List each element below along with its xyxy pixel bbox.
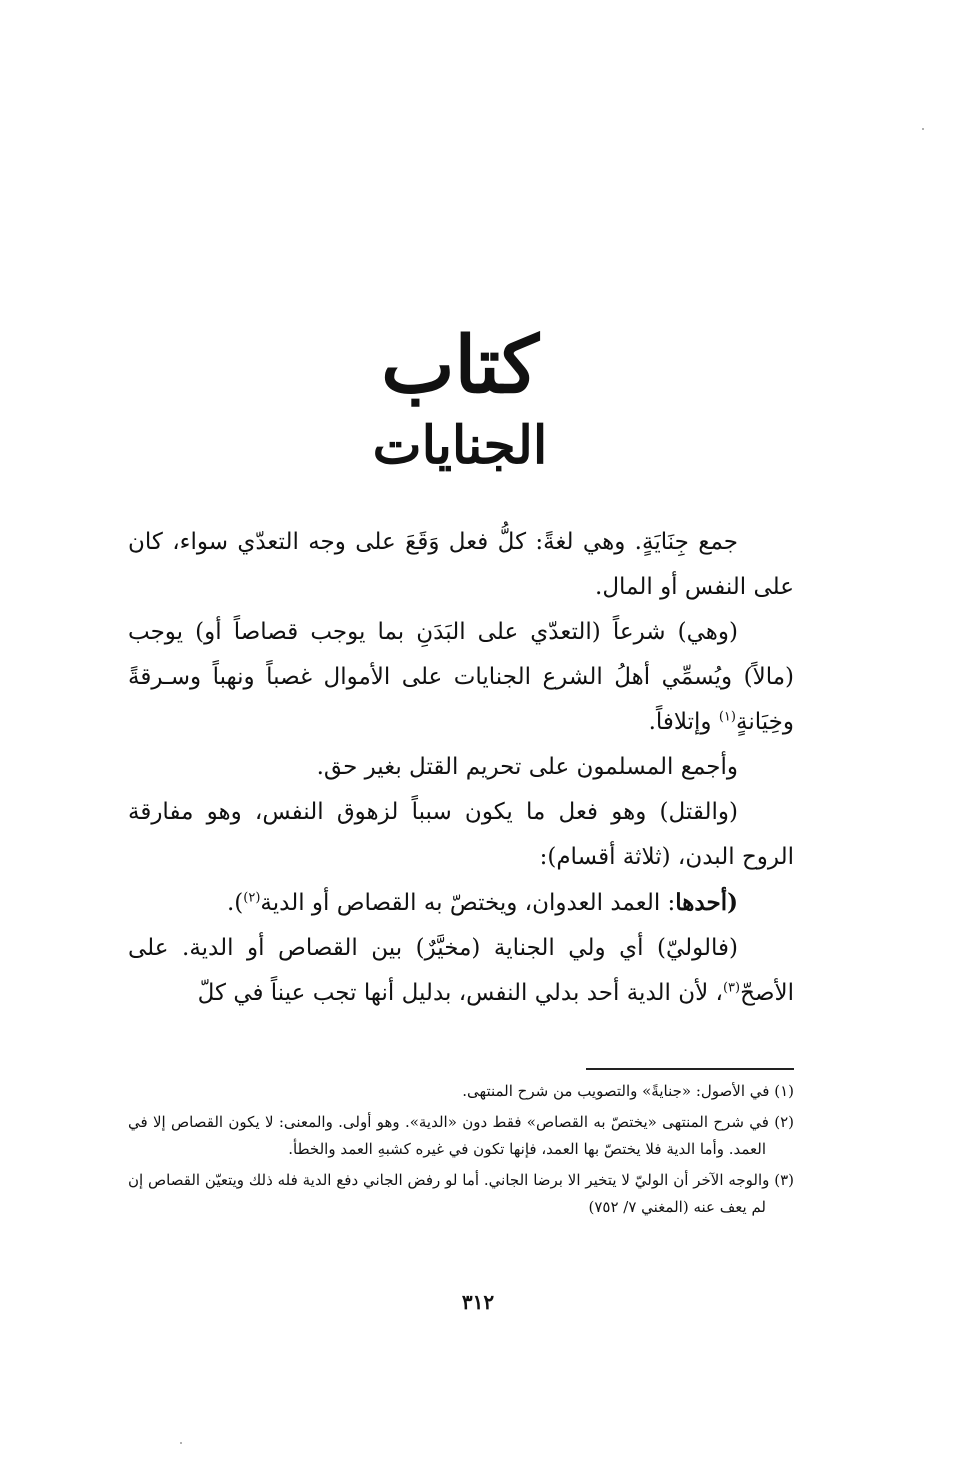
paragraph-guardian: [128, 926, 794, 1016]
footnotes: [128, 1078, 794, 1225]
scan-speck: [180, 1442, 182, 1444]
paragraph-text: ، لأن الدية أحد بدلي النفس، بدليل أنها تجب عيناً في كلّ: [197, 980, 723, 1006]
footnote-1: (١) في الأصول: «جنايةً» والتصويب من شرح المنتهى.: [462, 1082, 794, 1100]
page-number: ٣١٢: [461, 1290, 495, 1314]
footnote-2: (٢) في شرح المنتهى «يختصّ به القصاص» فقط دون «الدية». وهو أولى. والمعنى: لا يكون القصاص إلا في العمد. وأما الدية فلا يختصّ بها العمد، فإنها تكون في غيره كشبهِ العمد والخطأ.: [128, 1113, 794, 1158]
paragraph-text: (فالوليّ) أي ولي الجناية (مخيَّرٌ) بين القصاص أو الدية. على الأصحّ: [128, 935, 794, 1006]
footnote-marker-1: (١): [718, 709, 736, 725]
chapter-title: [300, 318, 620, 478]
paragraph-killing: (والقتل) وهو فعل ما يكون سبباً لزهوق النفس، وهو مفارقة الروح البدن، (ثلاثة أقسام):: [128, 799, 794, 870]
footnote-marker-2: (٢): [243, 890, 261, 906]
scan-speck: [922, 128, 924, 130]
paragraph-first-type: [128, 880, 794, 926]
paragraph-text: ).: [226, 890, 244, 916]
paragraph-text: وإتلافاً.: [648, 709, 719, 735]
footnote-marker-3: (٣): [722, 980, 741, 996]
chapter-title-line2: الجنايات: [372, 415, 548, 476]
footnote-3: (٣) والوجه الآخر أن الوليّ لا يتخير الا برضا الجاني. أما لو رفض الجاني دفع الدية فله ذلك ويتعيّن القصاص إن لم يعف عنه (المغني ٧/ ٧٥٢): [128, 1171, 794, 1216]
first-type-heading: (أحدها: [675, 889, 738, 916]
main-text: [128, 520, 794, 1016]
paragraph-legal-definition: [128, 610, 794, 745]
chapter-title-line1: كتاب: [381, 320, 539, 411]
footnote-separator: [586, 1068, 794, 1070]
paragraph-text: : العمد العدوان، ويختصّ به القصاص أو الدية: [260, 890, 676, 916]
paragraph-definition: جمع جِنَايَةٍ. وهي لغةً: كلُّ فعل وَقَعَ على وجه التعدّي سواء، كان على النفس أو المال.: [128, 529, 794, 600]
paragraph-consensus: وأجمع المسلمون على تحريم القتل بغير حق.: [316, 754, 738, 780]
paragraph-text: (وهي) شرعاً (التعدّي على البَدَنِ بما يوجب قصاصاً أو) يوجب (مالاً) ويُسمِّي أهلُ الشرع الجنايات على الأموال غصباً ونهباً وسـرقةً وخِيَانةٍ: [128, 619, 794, 735]
